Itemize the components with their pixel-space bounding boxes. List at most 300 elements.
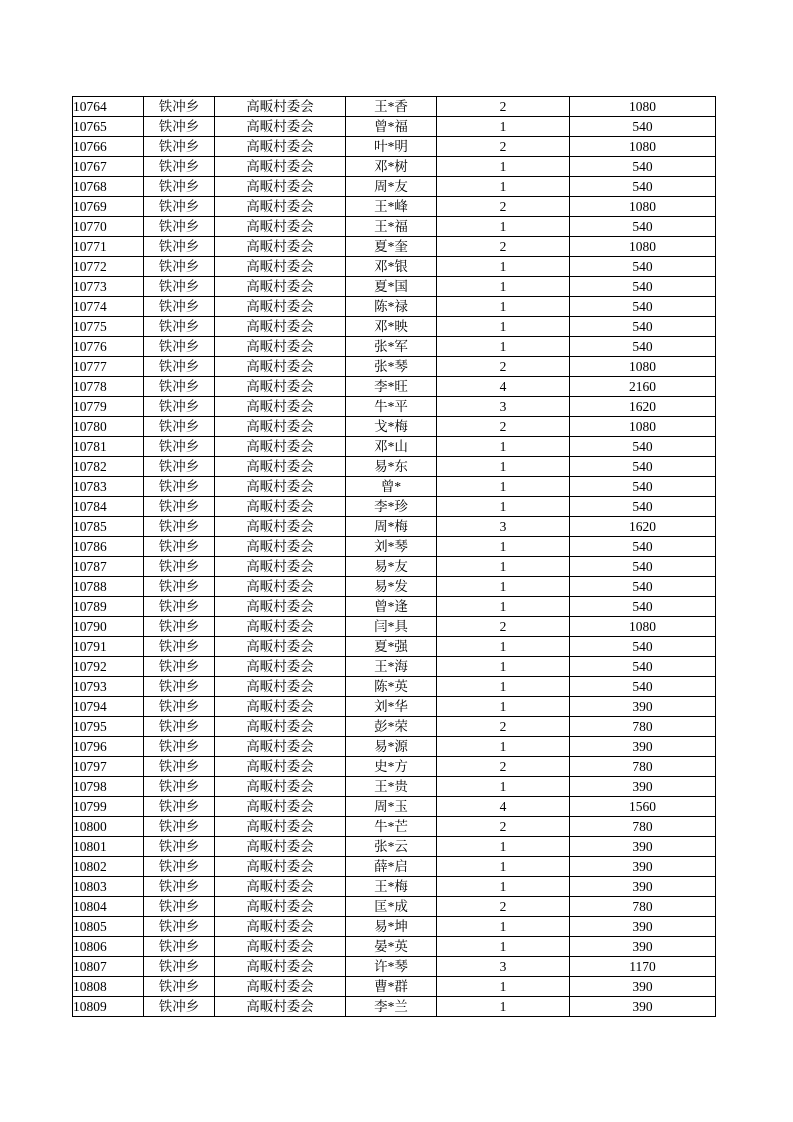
person-name-cell: 周*友 (346, 177, 437, 197)
table-row (73, 777, 716, 797)
table-row (73, 577, 716, 597)
record-number-cell: 10767 (73, 157, 144, 177)
amount-cell: 540 (570, 677, 716, 697)
village-committee-cell: 高畈村委会 (215, 317, 346, 337)
table-row (73, 877, 716, 897)
township-cell: 铁冲乡 (144, 457, 215, 477)
record-number-cell: 10794 (73, 697, 144, 717)
village-committee-cell: 高畈村委会 (215, 737, 346, 757)
amount-cell: 390 (570, 777, 716, 797)
village-committee-cell: 高畈村委会 (215, 237, 346, 257)
township-cell: 铁冲乡 (144, 137, 215, 157)
person-name-cell: 曾*逢 (346, 597, 437, 617)
village-committee-cell: 高畈村委会 (215, 957, 346, 977)
township-cell: 铁冲乡 (144, 657, 215, 677)
table-row (73, 697, 716, 717)
record-number-cell: 10780 (73, 417, 144, 437)
record-number-cell: 10781 (73, 437, 144, 457)
village-committee-cell: 高畈村委会 (215, 217, 346, 237)
amount-cell: 540 (570, 217, 716, 237)
person-name-cell: 王*福 (346, 217, 437, 237)
village-committee-cell: 高畈村委会 (215, 837, 346, 857)
table-row (73, 497, 716, 517)
table-row (73, 297, 716, 317)
person-name-cell: 周*玉 (346, 797, 437, 817)
township-cell: 铁冲乡 (144, 717, 215, 737)
township-cell: 铁冲乡 (144, 777, 215, 797)
table-row (73, 617, 716, 637)
table-row (73, 637, 716, 657)
township-cell: 铁冲乡 (144, 317, 215, 337)
record-number-cell: 10804 (73, 897, 144, 917)
township-cell: 铁冲乡 (144, 677, 215, 697)
table-row (73, 917, 716, 937)
record-number-cell: 10801 (73, 837, 144, 857)
record-number-cell: 10790 (73, 617, 144, 637)
household-count-cell: 2 (437, 817, 570, 837)
table-row (73, 117, 716, 137)
roster-table-body (73, 97, 716, 1017)
record-number-cell: 10808 (73, 977, 144, 997)
person-name-cell: 刘*华 (346, 697, 437, 717)
table-row (73, 317, 716, 337)
person-name-cell: 闫*具 (346, 617, 437, 637)
table-row (73, 797, 716, 817)
amount-cell: 540 (570, 657, 716, 677)
township-cell: 铁冲乡 (144, 577, 215, 597)
table-row (73, 817, 716, 837)
village-committee-cell: 高畈村委会 (215, 517, 346, 537)
household-count-cell: 1 (437, 257, 570, 277)
table-row (73, 197, 716, 217)
village-committee-cell: 高畈村委会 (215, 617, 346, 637)
household-count-cell: 2 (437, 417, 570, 437)
township-cell: 铁冲乡 (144, 177, 215, 197)
record-number-cell: 10783 (73, 477, 144, 497)
township-cell: 铁冲乡 (144, 697, 215, 717)
village-committee-cell: 高畈村委会 (215, 677, 346, 697)
record-number-cell: 10805 (73, 917, 144, 937)
household-count-cell: 2 (437, 897, 570, 917)
person-name-cell: 邓*树 (346, 157, 437, 177)
township-cell: 铁冲乡 (144, 277, 215, 297)
household-count-cell: 1 (437, 577, 570, 597)
village-committee-cell: 高畈村委会 (215, 757, 346, 777)
table-row (73, 557, 716, 577)
table-row (73, 397, 716, 417)
table-row (73, 477, 716, 497)
township-cell: 铁冲乡 (144, 877, 215, 897)
record-number-cell: 10766 (73, 137, 144, 157)
village-committee-cell: 高畈村委会 (215, 897, 346, 917)
record-number-cell: 10765 (73, 117, 144, 137)
household-count-cell: 1 (437, 637, 570, 657)
household-count-cell: 1 (437, 917, 570, 937)
village-committee-cell: 高畈村委会 (215, 297, 346, 317)
person-name-cell: 张*云 (346, 837, 437, 857)
record-number-cell: 10774 (73, 297, 144, 317)
township-cell: 铁冲乡 (144, 357, 215, 377)
record-number-cell: 10795 (73, 717, 144, 737)
village-committee-cell: 高畈村委会 (215, 177, 346, 197)
table-row (73, 217, 716, 237)
person-name-cell: 邓*山 (346, 437, 437, 457)
village-committee-cell: 高畈村委会 (215, 917, 346, 937)
table-row (73, 457, 716, 477)
amount-cell: 390 (570, 977, 716, 997)
record-number-cell: 10786 (73, 537, 144, 557)
household-count-cell: 1 (437, 597, 570, 617)
table-row (73, 537, 716, 557)
village-committee-cell: 高畈村委会 (215, 777, 346, 797)
record-number-cell: 10784 (73, 497, 144, 517)
person-name-cell: 匡*成 (346, 897, 437, 917)
household-count-cell: 1 (437, 217, 570, 237)
household-count-cell: 1 (437, 457, 570, 477)
record-number-cell: 10769 (73, 197, 144, 217)
person-name-cell: 李*兰 (346, 997, 437, 1017)
household-count-cell: 1 (437, 437, 570, 457)
amount-cell: 540 (570, 157, 716, 177)
person-name-cell: 易*友 (346, 557, 437, 577)
record-number-cell: 10797 (73, 757, 144, 777)
township-cell: 铁冲乡 (144, 557, 215, 577)
township-cell: 铁冲乡 (144, 337, 215, 357)
person-name-cell: 夏*强 (346, 637, 437, 657)
household-count-cell: 2 (437, 237, 570, 257)
village-committee-cell: 高畈村委会 (215, 97, 346, 117)
person-name-cell: 彭*荣 (346, 717, 437, 737)
household-count-cell: 3 (437, 517, 570, 537)
record-number-cell: 10800 (73, 817, 144, 837)
table-row (73, 677, 716, 697)
person-name-cell: 王*香 (346, 97, 437, 117)
amount-cell: 540 (570, 637, 716, 657)
household-count-cell: 1 (437, 177, 570, 197)
amount-cell: 390 (570, 837, 716, 857)
record-number-cell: 10785 (73, 517, 144, 537)
township-cell: 铁冲乡 (144, 837, 215, 857)
record-number-cell: 10807 (73, 957, 144, 977)
table-row (73, 857, 716, 877)
household-count-cell: 1 (437, 697, 570, 717)
village-committee-cell: 高畈村委会 (215, 397, 346, 417)
amount-cell: 780 (570, 757, 716, 777)
amount-cell: 540 (570, 497, 716, 517)
household-count-cell: 1 (437, 337, 570, 357)
person-name-cell: 刘*琴 (346, 537, 437, 557)
person-name-cell: 夏*国 (346, 277, 437, 297)
person-name-cell: 晏*英 (346, 937, 437, 957)
household-count-cell: 1 (437, 297, 570, 317)
table-row (73, 837, 716, 857)
village-committee-cell: 高畈村委会 (215, 557, 346, 577)
household-count-cell: 4 (437, 377, 570, 397)
amount-cell: 540 (570, 177, 716, 197)
record-number-cell: 10775 (73, 317, 144, 337)
table-row (73, 177, 716, 197)
person-name-cell: 邓*映 (346, 317, 437, 337)
person-name-cell: 戈*梅 (346, 417, 437, 437)
person-name-cell: 王*梅 (346, 877, 437, 897)
amount-cell: 390 (570, 917, 716, 937)
household-count-cell: 1 (437, 537, 570, 557)
village-committee-cell: 高畈村委会 (215, 437, 346, 457)
amount-cell: 1080 (570, 197, 716, 217)
household-count-cell: 2 (437, 357, 570, 377)
township-cell: 铁冲乡 (144, 117, 215, 137)
household-count-cell: 1 (437, 117, 570, 137)
amount-cell: 1080 (570, 137, 716, 157)
household-count-cell: 2 (437, 717, 570, 737)
village-committee-cell: 高畈村委会 (215, 137, 346, 157)
table-row (73, 937, 716, 957)
table-row (73, 517, 716, 537)
village-committee-cell: 高畈村委会 (215, 797, 346, 817)
amount-cell: 540 (570, 577, 716, 597)
household-count-cell: 2 (437, 137, 570, 157)
record-number-cell: 10776 (73, 337, 144, 357)
record-number-cell: 10764 (73, 97, 144, 117)
village-committee-cell: 高畈村委会 (215, 157, 346, 177)
amount-cell: 540 (570, 297, 716, 317)
table-row (73, 257, 716, 277)
record-number-cell: 10768 (73, 177, 144, 197)
village-committee-cell: 高畈村委会 (215, 357, 346, 377)
table-row (73, 897, 716, 917)
record-number-cell: 10770 (73, 217, 144, 237)
amount-cell: 390 (570, 857, 716, 877)
household-count-cell: 3 (437, 957, 570, 977)
township-cell: 铁冲乡 (144, 497, 215, 517)
amount-cell: 1080 (570, 357, 716, 377)
township-cell: 铁冲乡 (144, 257, 215, 277)
village-committee-cell: 高畈村委会 (215, 857, 346, 877)
village-committee-cell: 高畈村委会 (215, 377, 346, 397)
amount-cell: 1080 (570, 237, 716, 257)
amount-cell: 1080 (570, 617, 716, 637)
amount-cell: 540 (570, 537, 716, 557)
table-row (73, 737, 716, 757)
village-committee-cell: 高畈村委会 (215, 577, 346, 597)
township-cell: 铁冲乡 (144, 237, 215, 257)
village-committee-cell: 高畈村委会 (215, 717, 346, 737)
household-count-cell: 1 (437, 857, 570, 877)
table-row (73, 377, 716, 397)
township-cell: 铁冲乡 (144, 937, 215, 957)
table-row (73, 357, 716, 377)
township-cell: 铁冲乡 (144, 857, 215, 877)
amount-cell: 390 (570, 937, 716, 957)
township-cell: 铁冲乡 (144, 957, 215, 977)
household-count-cell: 1 (437, 657, 570, 677)
person-name-cell: 李*珍 (346, 497, 437, 517)
record-number-cell: 10773 (73, 277, 144, 297)
township-cell: 铁冲乡 (144, 997, 215, 1017)
person-name-cell: 薛*启 (346, 857, 437, 877)
person-name-cell: 曾* (346, 477, 437, 497)
village-committee-cell: 高畈村委会 (215, 637, 346, 657)
household-count-cell: 4 (437, 797, 570, 817)
table-row (73, 137, 716, 157)
table-row (73, 417, 716, 437)
township-cell: 铁冲乡 (144, 437, 215, 457)
household-count-cell: 1 (437, 837, 570, 857)
village-committee-cell: 高畈村委会 (215, 117, 346, 137)
record-number-cell: 10792 (73, 657, 144, 677)
person-name-cell: 曹*群 (346, 977, 437, 997)
amount-cell: 390 (570, 737, 716, 757)
township-cell: 铁冲乡 (144, 637, 215, 657)
amount-cell: 1080 (570, 417, 716, 437)
table-row (73, 657, 716, 677)
amount-cell: 390 (570, 697, 716, 717)
township-cell: 铁冲乡 (144, 377, 215, 397)
person-name-cell: 易*坤 (346, 917, 437, 937)
amount-cell: 540 (570, 437, 716, 457)
person-name-cell: 易*东 (346, 457, 437, 477)
amount-cell: 390 (570, 997, 716, 1017)
record-number-cell: 10772 (73, 257, 144, 277)
amount-cell: 540 (570, 457, 716, 477)
amount-cell: 540 (570, 317, 716, 337)
household-count-cell: 1 (437, 477, 570, 497)
person-name-cell: 史*方 (346, 757, 437, 777)
person-name-cell: 牛*芒 (346, 817, 437, 837)
record-number-cell: 10806 (73, 937, 144, 957)
record-number-cell: 10789 (73, 597, 144, 617)
township-cell: 铁冲乡 (144, 897, 215, 917)
household-count-cell: 3 (437, 397, 570, 417)
person-name-cell: 李*旺 (346, 377, 437, 397)
township-cell: 铁冲乡 (144, 597, 215, 617)
township-cell: 铁冲乡 (144, 737, 215, 757)
household-count-cell: 1 (437, 677, 570, 697)
township-cell: 铁冲乡 (144, 517, 215, 537)
amount-cell: 1620 (570, 397, 716, 417)
record-number-cell: 10778 (73, 377, 144, 397)
table-row (73, 977, 716, 997)
person-name-cell: 许*琴 (346, 957, 437, 977)
village-committee-cell: 高畈村委会 (215, 697, 346, 717)
table-row (73, 157, 716, 177)
village-committee-cell: 高畈村委会 (215, 997, 346, 1017)
amount-cell: 540 (570, 477, 716, 497)
table-row (73, 997, 716, 1017)
village-committee-cell: 高畈村委会 (215, 597, 346, 617)
record-number-cell: 10799 (73, 797, 144, 817)
person-name-cell: 张*琴 (346, 357, 437, 377)
person-name-cell: 夏*奎 (346, 237, 437, 257)
record-number-cell: 10791 (73, 637, 144, 657)
household-count-cell: 1 (437, 317, 570, 337)
household-count-cell: 2 (437, 757, 570, 777)
amount-cell: 780 (570, 817, 716, 837)
person-name-cell: 陈*禄 (346, 297, 437, 317)
household-count-cell: 2 (437, 97, 570, 117)
village-committee-cell: 高畈村委会 (215, 417, 346, 437)
record-number-cell: 10796 (73, 737, 144, 757)
village-committee-cell: 高畈村委会 (215, 277, 346, 297)
household-count-cell: 1 (437, 557, 570, 577)
record-number-cell: 10771 (73, 237, 144, 257)
record-number-cell: 10782 (73, 457, 144, 477)
household-count-cell: 1 (437, 997, 570, 1017)
township-cell: 铁冲乡 (144, 197, 215, 217)
record-number-cell: 10798 (73, 777, 144, 797)
township-cell: 铁冲乡 (144, 157, 215, 177)
table-row (73, 957, 716, 977)
household-count-cell: 1 (437, 977, 570, 997)
record-number-cell: 10809 (73, 997, 144, 1017)
table-row (73, 237, 716, 257)
household-count-cell: 1 (437, 877, 570, 897)
person-name-cell: 邓*银 (346, 257, 437, 277)
village-committee-cell: 高畈村委会 (215, 257, 346, 277)
village-committee-cell: 高畈村委会 (215, 477, 346, 497)
person-name-cell: 王*贵 (346, 777, 437, 797)
household-count-cell: 1 (437, 737, 570, 757)
township-cell: 铁冲乡 (144, 537, 215, 557)
record-number-cell: 10777 (73, 357, 144, 377)
person-name-cell: 周*梅 (346, 517, 437, 537)
record-number-cell: 10788 (73, 577, 144, 597)
person-name-cell: 曾*福 (346, 117, 437, 137)
amount-cell: 780 (570, 717, 716, 737)
person-name-cell: 张*军 (346, 337, 437, 357)
person-name-cell: 牛*平 (346, 397, 437, 417)
household-count-cell: 2 (437, 617, 570, 637)
amount-cell: 390 (570, 877, 716, 897)
person-name-cell: 易*源 (346, 737, 437, 757)
record-number-cell: 10779 (73, 397, 144, 417)
roster-table (72, 96, 716, 1017)
household-count-cell: 1 (437, 777, 570, 797)
village-committee-cell: 高畈村委会 (215, 537, 346, 557)
township-cell: 铁冲乡 (144, 917, 215, 937)
household-count-cell: 1 (437, 497, 570, 517)
table-row (73, 757, 716, 777)
record-number-cell: 10802 (73, 857, 144, 877)
village-committee-cell: 高畈村委会 (215, 937, 346, 957)
township-cell: 铁冲乡 (144, 477, 215, 497)
table-row (73, 597, 716, 617)
household-count-cell: 2 (437, 197, 570, 217)
person-name-cell: 陈*英 (346, 677, 437, 697)
household-count-cell: 1 (437, 277, 570, 297)
amount-cell: 540 (570, 117, 716, 137)
village-committee-cell: 高畈村委会 (215, 197, 346, 217)
village-committee-cell: 高畈村委会 (215, 497, 346, 517)
village-committee-cell: 高畈村委会 (215, 877, 346, 897)
township-cell: 铁冲乡 (144, 617, 215, 637)
amount-cell: 1620 (570, 517, 716, 537)
township-cell: 铁冲乡 (144, 757, 215, 777)
amount-cell: 2160 (570, 377, 716, 397)
village-committee-cell: 高畈村委会 (215, 977, 346, 997)
person-name-cell: 叶*明 (346, 137, 437, 157)
township-cell: 铁冲乡 (144, 817, 215, 837)
village-committee-cell: 高畈村委会 (215, 817, 346, 837)
amount-cell: 1560 (570, 797, 716, 817)
person-name-cell: 易*发 (346, 577, 437, 597)
table-row (73, 97, 716, 117)
amount-cell: 540 (570, 277, 716, 297)
amount-cell: 1080 (570, 97, 716, 117)
township-cell: 铁冲乡 (144, 297, 215, 317)
household-count-cell: 1 (437, 937, 570, 957)
village-committee-cell: 高畈村委会 (215, 337, 346, 357)
